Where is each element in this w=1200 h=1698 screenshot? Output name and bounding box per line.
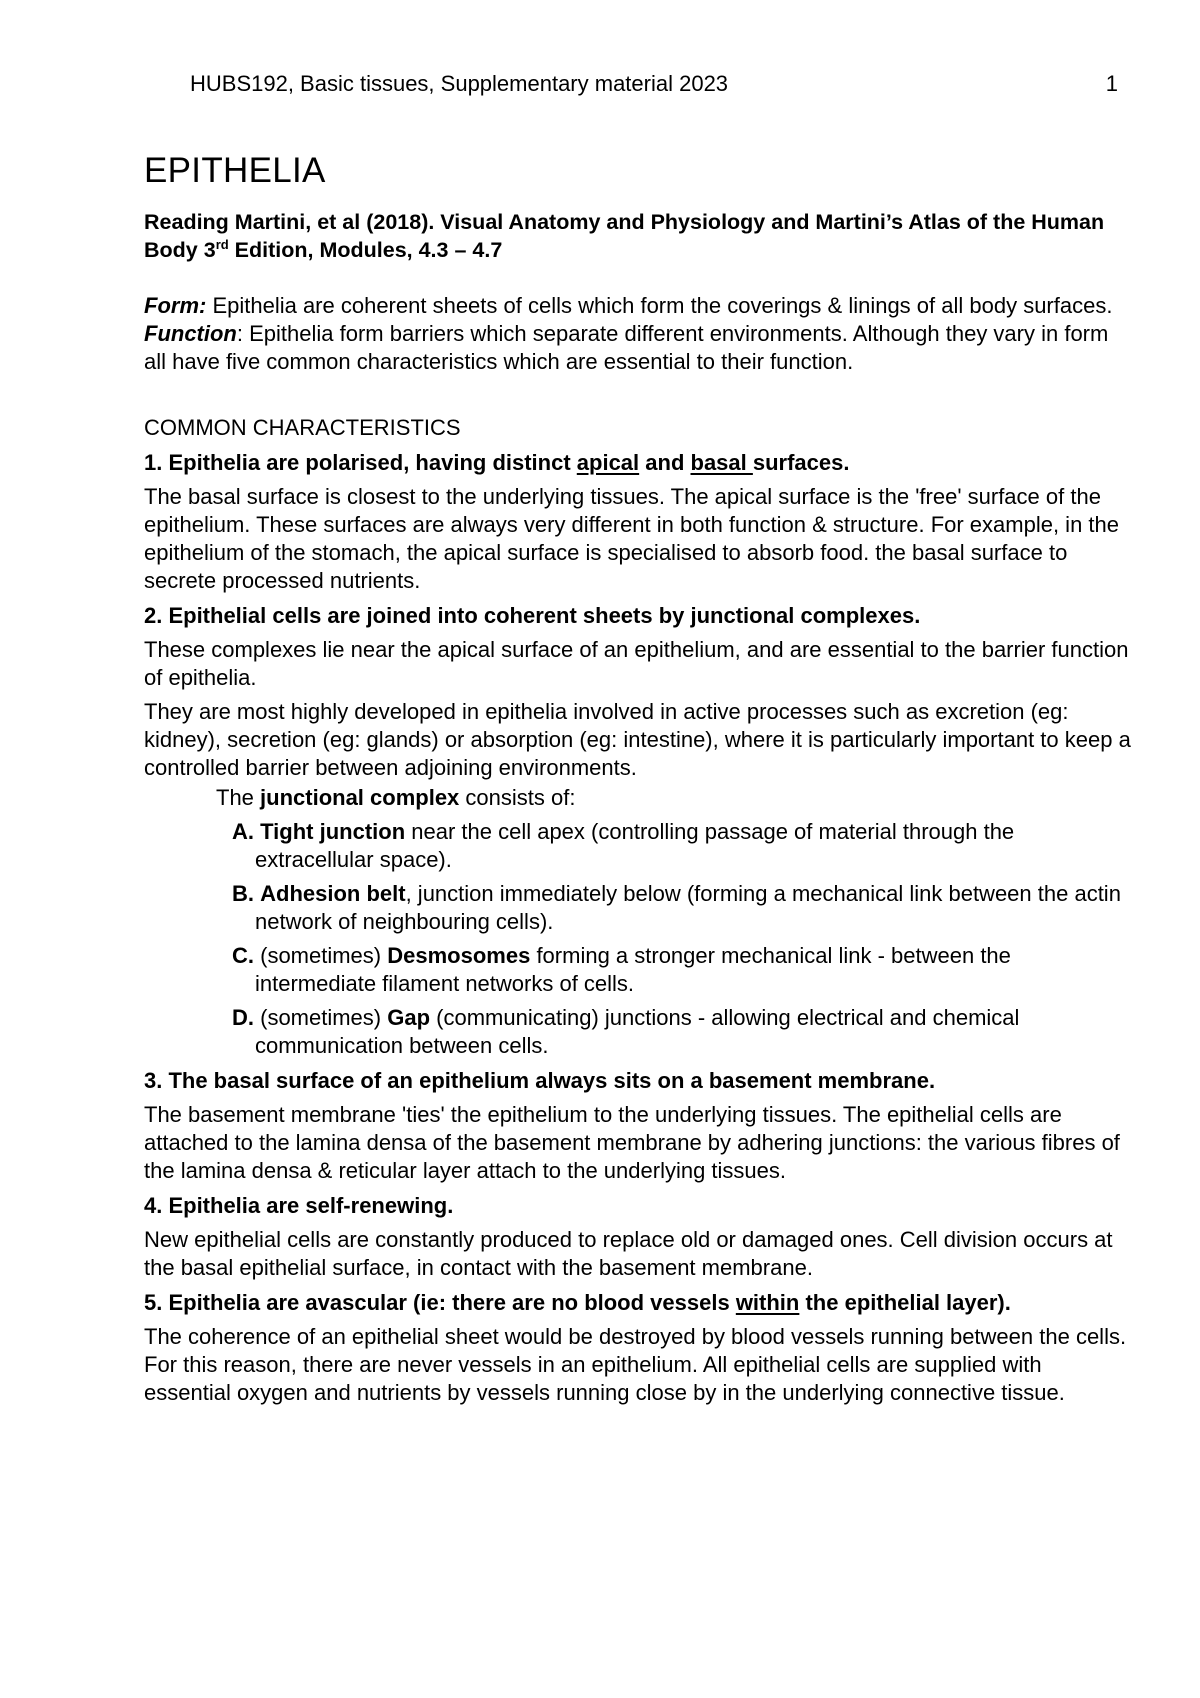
item-text: near the cell apex (controlling passage of material through the extracellular space). bbox=[255, 819, 1015, 872]
characteristic-5-heading bbox=[144, 1289, 1134, 1317]
item-term: Adhesion belt bbox=[260, 881, 406, 906]
characteristic-3-body: The basement membrane 'ties' the epithelium to the underlying tissues. The epithelial cells are attached to the lamina densa of the basement membrane by adhering junctions: the various fibres of the lamina densa & reticular layer attach to the underlying tissues. bbox=[144, 1102, 1120, 1183]
running-header: HUBS192, Basic tissues, Supplementary material 2023 bbox=[190, 71, 729, 96]
c5-heading-a: 5. Epithelia are avascular (ie: there are no blood vessels bbox=[144, 1290, 736, 1315]
jc-intro-a: The bbox=[216, 785, 261, 810]
junction-item-d bbox=[232, 1004, 1134, 1060]
characteristic-4-heading: 4. Epithelia are self-renewing. bbox=[144, 1193, 454, 1218]
within-underlined: within bbox=[735, 1290, 800, 1315]
characteristic-2-heading: 2. Epithelial cells are joined into coherent sheets by junctional complexes. bbox=[144, 603, 921, 628]
item-term: Desmosomes bbox=[387, 943, 531, 968]
c5-heading-b: the epithelial layer). bbox=[799, 1290, 1011, 1315]
c1-heading-b: surfaces. bbox=[752, 450, 850, 475]
characteristic-2-body-1: These complexes lie near the apical surface of an epithelium, and are essential to the barrier function of epithelia. bbox=[144, 637, 1129, 690]
item-pre: (sometimes) bbox=[254, 943, 388, 968]
item-letter: C. bbox=[232, 943, 254, 968]
characteristic-1-body: The basal surface is closest to the underlying tissues. The apical surface is the 'free' surface of the epithelium. These surfaces are always very different in both function & structure. For example, in the epithelium of the stomach, the apical surface is specialised to absorb food. the basal surface to secrete processed nutrients. bbox=[144, 484, 1120, 593]
document-body bbox=[144, 150, 1134, 1407]
reading-reference bbox=[144, 208, 1134, 264]
reading-superscript: rd bbox=[215, 236, 229, 252]
function-text: : Epithelia form barriers which separate different environments. Although they vary in form all have five common characteristics which are essential to their function. bbox=[144, 321, 1109, 374]
junction-item-a bbox=[232, 818, 1134, 874]
reading-text: Reading Martini, et al (2018). Visual Anatomy and Physiology and Martini’s Atlas of the Human Body 3 bbox=[144, 210, 1105, 262]
characteristic-3-heading: 3. The basal surface of an epithelium always sits on a basement membrane. bbox=[144, 1068, 936, 1093]
characteristic-4-body: New epithelial cells are constantly produced to replace old or damaged ones. Cell division occurs at the basal epithelial surface, in contact with the basement membrane. bbox=[144, 1227, 1113, 1280]
page-number: 1 bbox=[1105, 71, 1118, 96]
form-text: Epithelia are coherent sheets of cells which form the coverings & linings of all body surfaces. bbox=[206, 293, 1113, 318]
characteristic-2-body-2: They are most highly developed in epithelia involved in active processes such as excretion (eg: kidney), secretion (eg: glands) or absorption (eg: intestine), where it is particularly important to keep a controlled barrier between adjoining environments. bbox=[144, 699, 1131, 780]
junction-item-c bbox=[232, 942, 1134, 998]
c1-heading-a: 1. Epithelia are polarised, having distinct bbox=[144, 450, 577, 475]
function-label: Function bbox=[144, 321, 237, 346]
jc-intro-bold: junctional complex bbox=[260, 785, 460, 810]
apical-underlined: apical bbox=[576, 450, 640, 475]
c1-and: and bbox=[639, 450, 691, 475]
common-characteristics-heading: COMMON CHARACTERISTICS bbox=[144, 415, 461, 440]
jc-intro-b: consists of: bbox=[459, 785, 576, 810]
item-letter: D. bbox=[232, 1005, 254, 1030]
item-text: forming a stronger mechanical link - between the intermediate filament networks of cells. bbox=[255, 943, 1011, 996]
item-pre: (sometimes) bbox=[254, 1005, 388, 1030]
characteristic-5-body: The coherence of an epithelial sheet would be destroyed by blood vessels running between the cells. For this reason, there are never vessels in an epithelium. All epithelial cells are supplied with essential oxygen and nutrients by vessels running close by in the underlying connective tissue. bbox=[144, 1324, 1127, 1405]
reading-text-end: Edition, Modules, 4.3 – 4.7 bbox=[228, 238, 503, 262]
item-term: Tight junction bbox=[260, 819, 406, 844]
item-letter: A. bbox=[232, 819, 254, 844]
item-letter: B. bbox=[232, 881, 254, 906]
intro-paragraph bbox=[144, 292, 1134, 376]
characteristic-1-heading bbox=[144, 449, 1134, 477]
page-title: EPITHELIA bbox=[144, 151, 326, 190]
junction-item-b bbox=[232, 880, 1134, 936]
basal-underlined: basal bbox=[690, 450, 753, 475]
item-text: , junction immediately below (forming a mechanical link between the actin network of neighbouring cells). bbox=[255, 881, 1121, 934]
item-term: Gap bbox=[387, 1005, 431, 1030]
form-label: Form: bbox=[144, 293, 207, 318]
junctional-complex-intro bbox=[216, 784, 1134, 812]
item-text: (communicating) junctions - allowing electrical and chemical communication between cells. bbox=[255, 1005, 1020, 1058]
